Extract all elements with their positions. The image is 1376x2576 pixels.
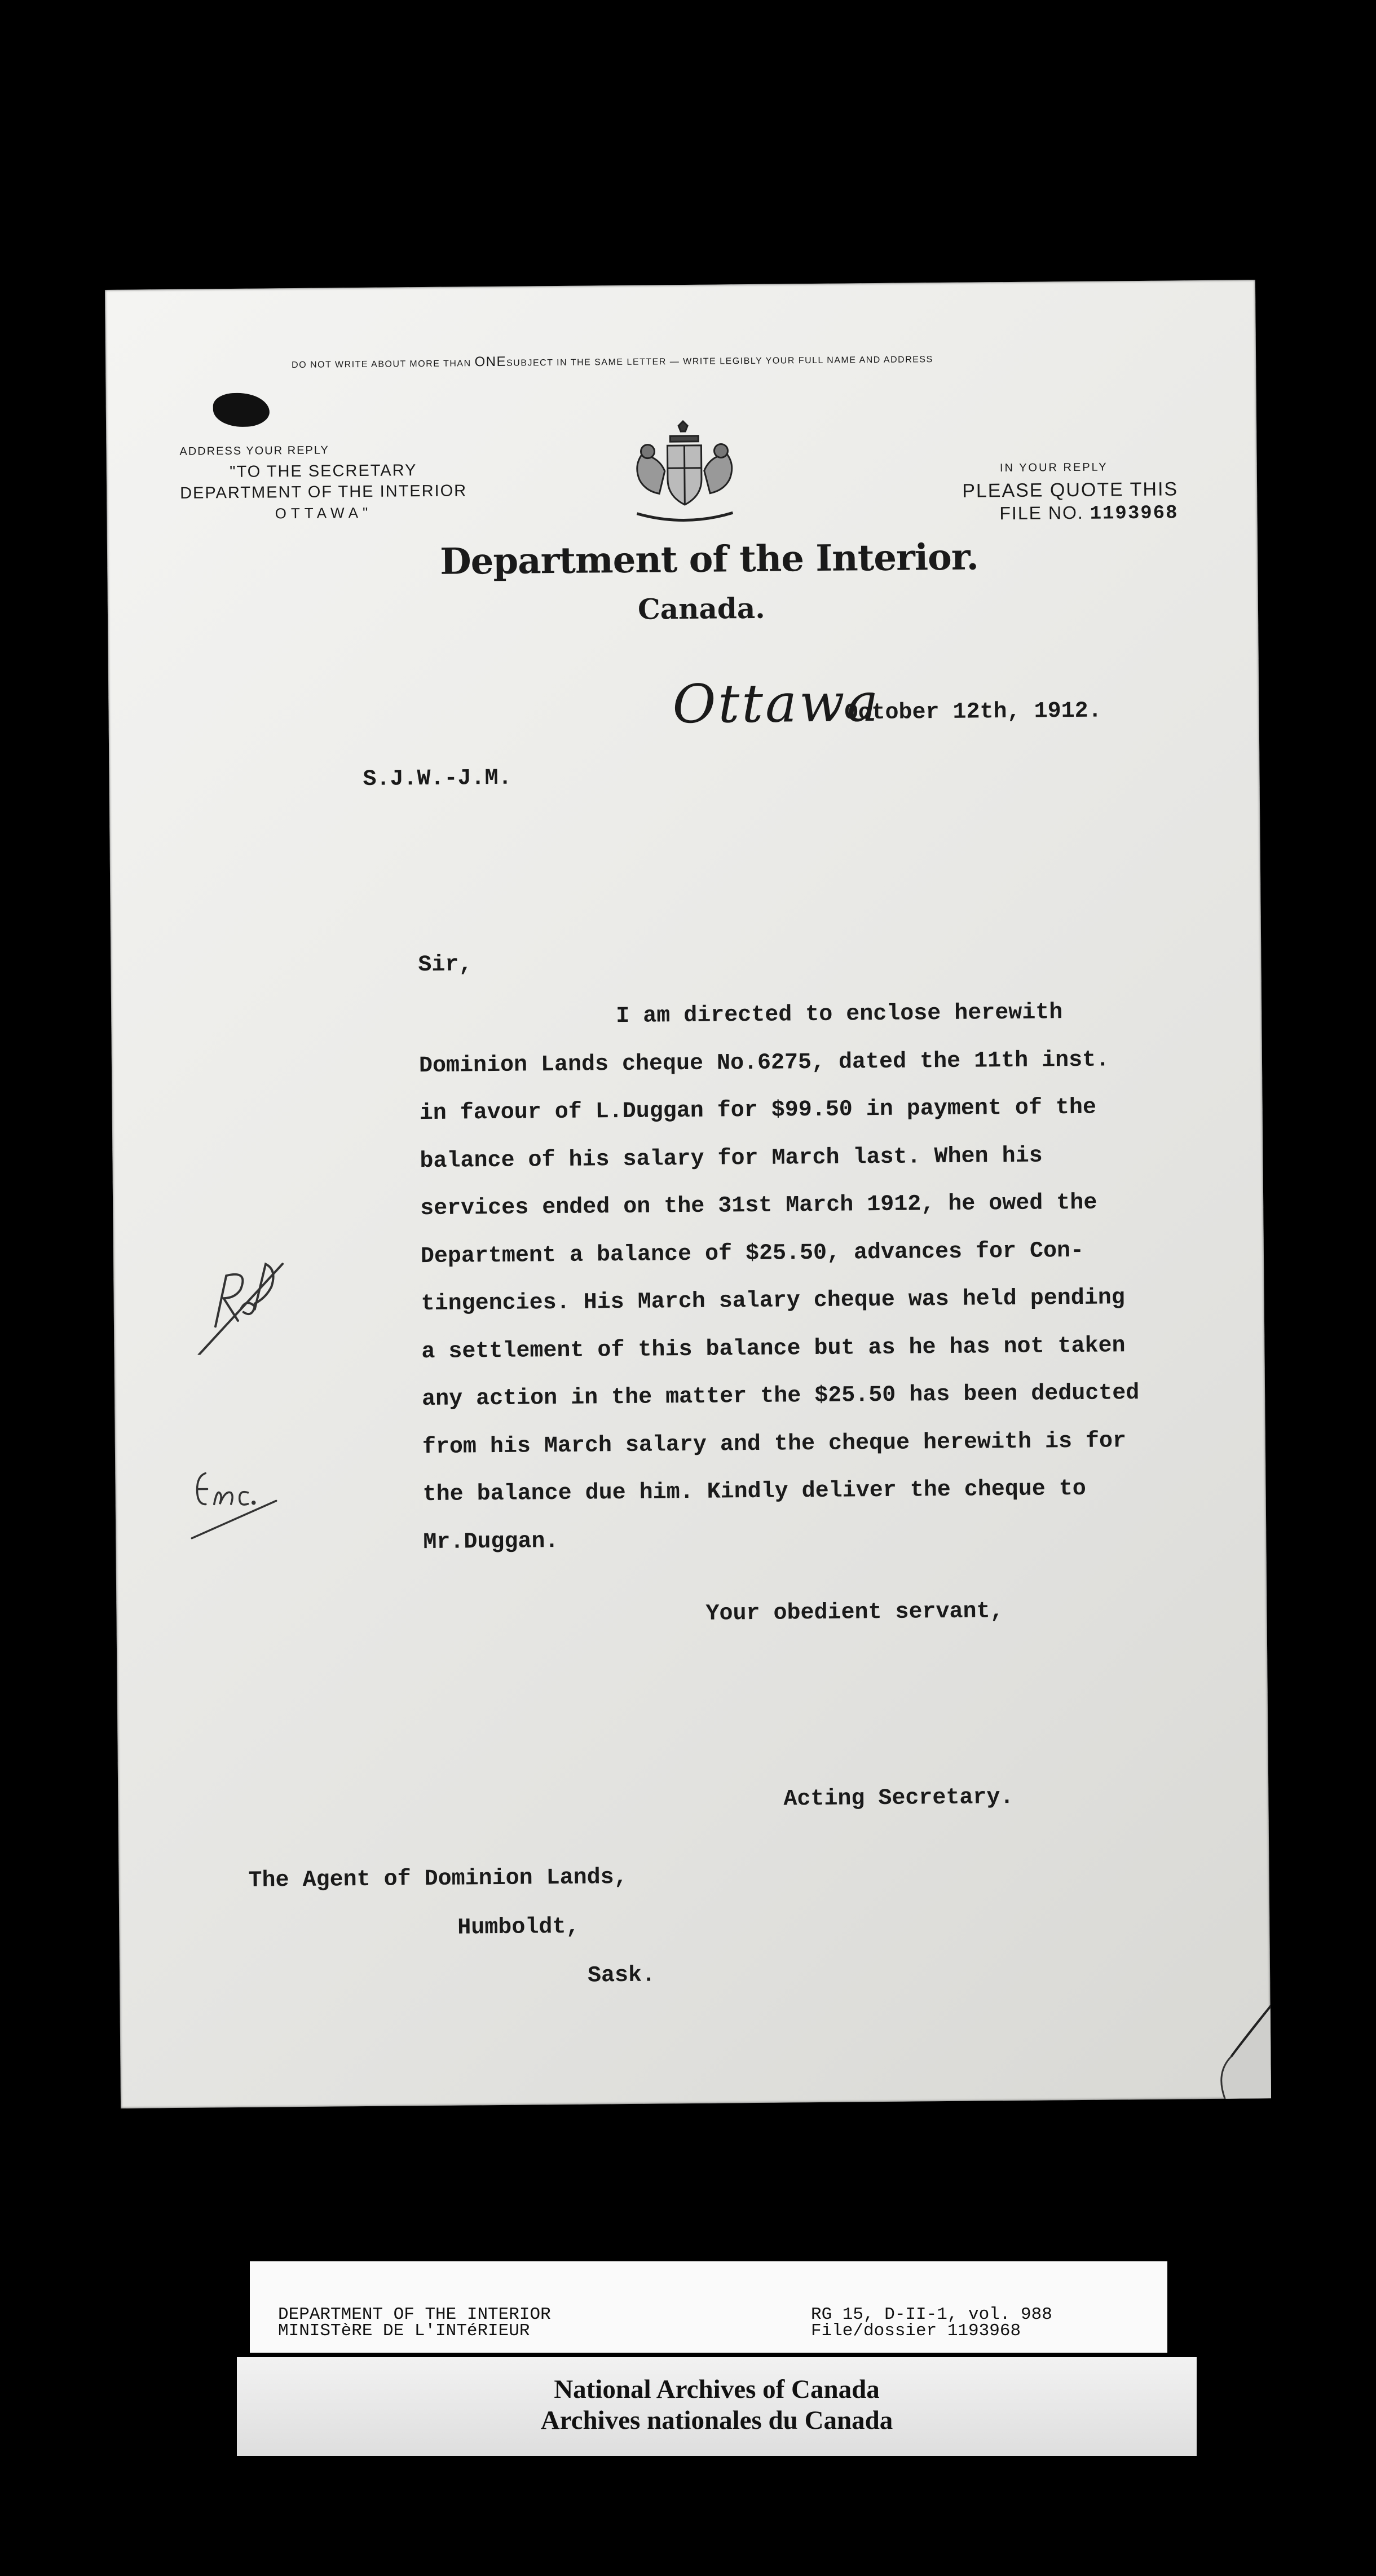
folded-corner — [1197, 2000, 1272, 2102]
department-title: Department of the Interior. — [439, 536, 979, 583]
city-line: OTTAWA" — [275, 504, 373, 522]
department-line: DEPARTMENT OF THE INTERIOR — [179, 482, 468, 502]
archive-dept-en: DEPARTMENT OF THE INTERIOR — [278, 2305, 551, 2324]
letter-date: October 12th, 1912. — [844, 698, 1102, 726]
margin-handwritten-initials — [192, 1241, 289, 1355]
archive-banner-fr: Archives nationales du Canada — [540, 2406, 893, 2435]
signature-title: Acting Secretary. — [783, 1785, 1014, 1812]
top-note-suffix: SUBJECT IN THE SAME LETTER — WRITE LEGIBLY YOUR FULL NAME AND ADDRESS — [506, 355, 933, 368]
letter-page — [105, 280, 1271, 2109]
recipient-line: Humboldt, — [457, 1914, 580, 1941]
body-line: Mr.Duggan. — [423, 1528, 559, 1555]
body-line: I am directed to enclose herewith — [616, 1000, 1063, 1030]
salutation: Sir, — [418, 952, 473, 978]
recipient-address — [248, 1853, 655, 2004]
letterhead-reply-block — [930, 455, 1179, 527]
body-line: tingencies. His March salary cheque was held pending — [421, 1285, 1126, 1317]
archive-reference-label — [250, 2261, 1167, 2353]
in-reply-label: IN YOUR REPLY — [999, 461, 1108, 475]
file-no-value: 1193968 — [1090, 502, 1179, 525]
file-number-line — [930, 500, 1178, 527]
body-line: a settlement of this balance but as he has not taken — [421, 1333, 1126, 1365]
letter-body — [418, 989, 1141, 1567]
reference-initials: S.J.W.-J.M. — [363, 765, 512, 793]
recipient-line: Sask. — [587, 1962, 656, 1989]
body-line: balance of his salary for March last. When his — [420, 1143, 1043, 1174]
body-line: Dominion Lands cheque No.6275, dated the 11th inst. — [418, 1047, 1110, 1079]
top-note-emphasis: ONE — [474, 354, 507, 370]
archive-banner-en: National Archives of Canada — [554, 2375, 880, 2404]
body-line: services ended on the 31st March 1912, he owed the — [420, 1190, 1097, 1222]
please-quote-label: PLEASE QUOTE THIS — [962, 478, 1179, 502]
file-no-label: FILE NO. — [999, 502, 1084, 524]
archive-record-group: RG 15, D-II-1, vol. 988 — [811, 2305, 1052, 2324]
body-line: the balance due him. Kindly deliver the cheque to — [422, 1476, 1086, 1508]
body-line: any action in the matter the $25.50 has been deducted — [421, 1380, 1140, 1413]
royal-coat-of-arms-icon — [625, 420, 744, 528]
country-subtitle: Canada. — [637, 591, 765, 626]
closing-line: Your obedient servant, — [705, 1599, 1004, 1627]
archive-banner — [237, 2357, 1197, 2456]
body-line: Department a balance of $25.50, advances for Con- — [420, 1238, 1084, 1269]
archive-file-dossier: File/dossier 1193968 — [811, 2321, 1021, 2341]
margin-handwritten-enc — [183, 1461, 285, 1541]
body-line: from his March salary and the cheque herewith is for — [422, 1428, 1127, 1460]
top-note-prefix: DO NOT WRITE ABOUT MORE THAN — [292, 359, 471, 370]
archive-dept-fr: MINISTèRE DE L'INTéRIEUR — [278, 2321, 530, 2341]
place-handwritten: Ottawa — [672, 672, 881, 736]
to-secretary-line: "TO THE SECRETARY — [230, 461, 417, 482]
letterhead-address-block — [179, 439, 467, 524]
ink-blot — [213, 392, 270, 427]
body-line: in favour of L.Duggan for $99.50 in payment of the — [419, 1095, 1097, 1127]
address-reply-label: ADDRESS YOUR REPLY — [179, 444, 329, 458]
recipient-line: The Agent of Dominion Lands, — [248, 1864, 628, 1894]
letterhead-top-note — [292, 350, 933, 372]
